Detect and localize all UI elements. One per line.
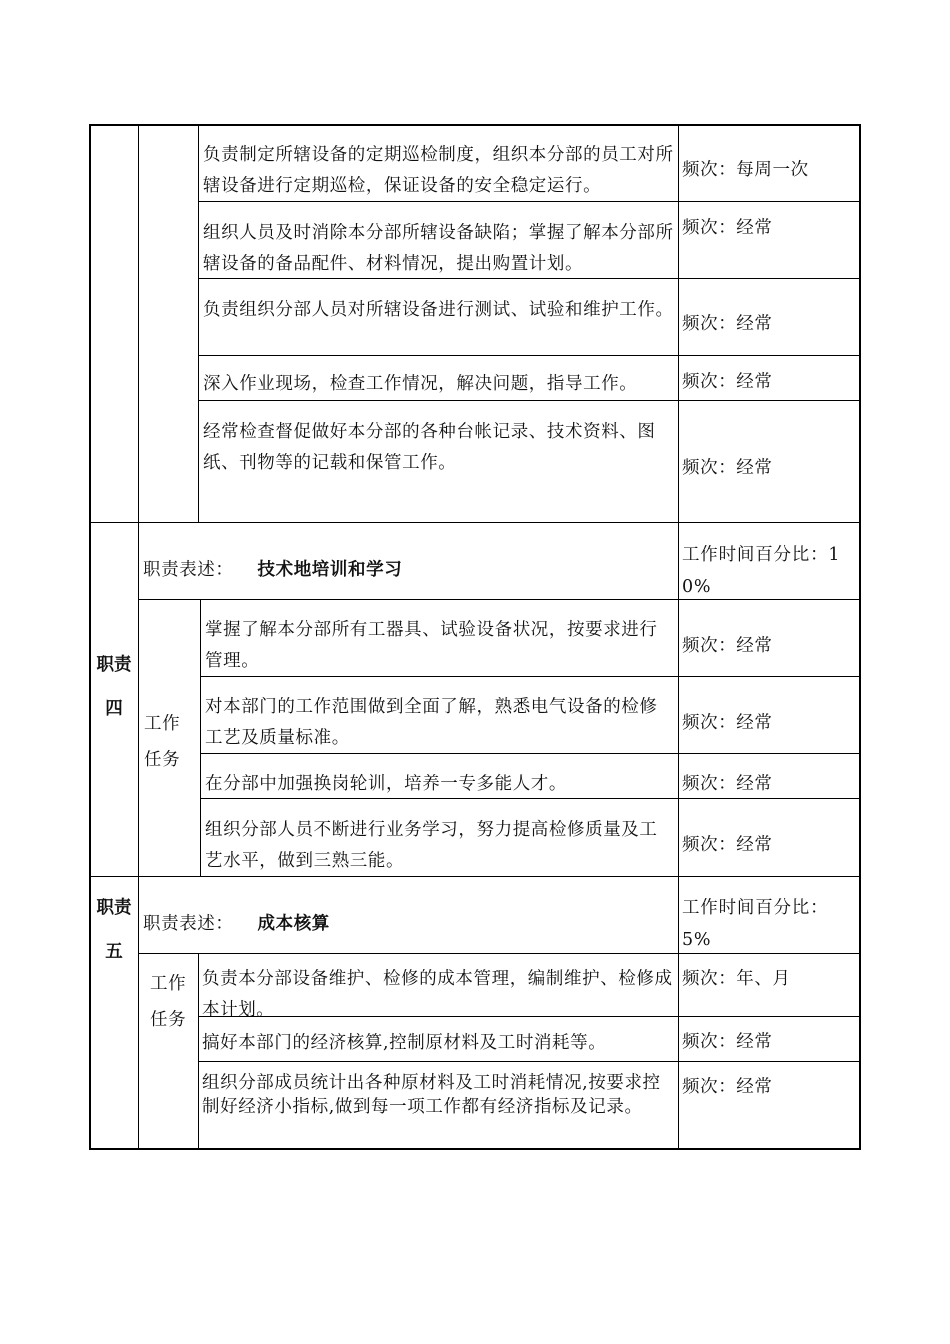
work-task-label: 工作任务 — [144, 714, 181, 770]
table-left-border — [89, 124, 91, 1150]
duty-description — [143, 909, 330, 940]
section-divider — [89, 522, 861, 523]
col-divider — [198, 953, 199, 1149]
task-frequency: 频次：经常 — [682, 314, 773, 334]
duty-label: 职责四 — [96, 655, 132, 719]
description-title: 成本核算 — [257, 914, 330, 934]
task-frequency: 频次：经常 — [682, 713, 773, 733]
table-bottom-border — [89, 1148, 861, 1150]
task-frequency: 频次：每周一次 — [682, 160, 809, 180]
task-text: 组织分部成员统计出各种原材料及工时消耗情况,按要求控制好经济小指标,做到每一项工作都有经济指标及记录。 — [202, 1073, 661, 1117]
task-text: 负责制定所辖设备的定期巡检制度，组织本分部的员工对所辖设备进行定期巡检，保证设备的安全稳定运行。 — [203, 145, 674, 196]
task-text: 经常检查督促做好本分部的各种台帐记录、技术资料、图纸、刊物等的记载和保管工作。 — [203, 422, 656, 473]
row-divider — [198, 1061, 860, 1062]
col-divider — [678, 522, 679, 876]
table-top-border — [89, 124, 861, 126]
task-frequency: 频次：经常 — [682, 1077, 773, 1097]
duty-description — [143, 555, 402, 586]
work-task-label: 工作任务 — [150, 974, 187, 1030]
task-text: 在分部中加强换岗轮训，培养一专多能人才。 — [205, 774, 567, 794]
time-percentage: 工作时间百分比：5% — [682, 898, 829, 950]
task-frequency: 频次：经常 — [682, 1032, 773, 1052]
col-divider — [138, 876, 139, 1149]
col-divider — [678, 876, 679, 1149]
task-frequency: 频次：经常 — [682, 774, 773, 794]
task-text: 负责本分部设备维护、检修的成本管理，编制维护、检修成本计划。 — [202, 969, 673, 1020]
col-divider — [198, 124, 199, 522]
task-frequency: 频次：经常 — [682, 835, 773, 855]
description-prefix: 职责表述： — [143, 914, 234, 934]
duty-label: 职责五 — [96, 898, 132, 962]
task-text: 组织分部人员不断进行业务学习，努力提高检修质量及工艺水平，做到三熟三能。 — [205, 820, 658, 871]
task-text: 组织人员及时消除本分部所辖设备缺陷；掌握了解本分部所辖设备的备品配件、材料情况，提出购置计划。 — [203, 223, 674, 274]
time-percentage: 工作时间百分比：10% — [682, 545, 841, 597]
task-frequency: 频次：年、月 — [682, 969, 791, 989]
row-divider — [198, 355, 860, 356]
task-frequency: 频次：经常 — [682, 372, 773, 392]
task-frequency: 频次：经常 — [682, 218, 773, 238]
col-divider — [138, 124, 139, 522]
col-divider — [678, 124, 679, 522]
task-text: 搞好本部门的经济核算,控制原材料及工时消耗等。 — [202, 1033, 607, 1053]
task-frequency: 频次：经常 — [682, 636, 773, 656]
task-text: 掌握了解本分部所有工器具、试验设备状况，按要求进行管理。 — [205, 620, 658, 671]
row-divider — [198, 400, 860, 401]
task-text: 负责组织分部人员对所辖设备进行测试、试验和维护工作。 — [203, 300, 674, 320]
description-prefix: 职责表述： — [143, 560, 234, 580]
task-frequency: 频次：经常 — [682, 458, 773, 478]
task-text: 对本部门的工作范围做到全面了解，熟悉电气设备的检修工艺及质量标准。 — [205, 697, 658, 748]
col-divider — [200, 599, 201, 876]
col-divider — [138, 522, 139, 876]
description-title: 技术地培训和学习 — [257, 560, 403, 580]
task-text: 深入作业现场，检查工作情况，解决问题，指导工作。 — [203, 374, 638, 394]
